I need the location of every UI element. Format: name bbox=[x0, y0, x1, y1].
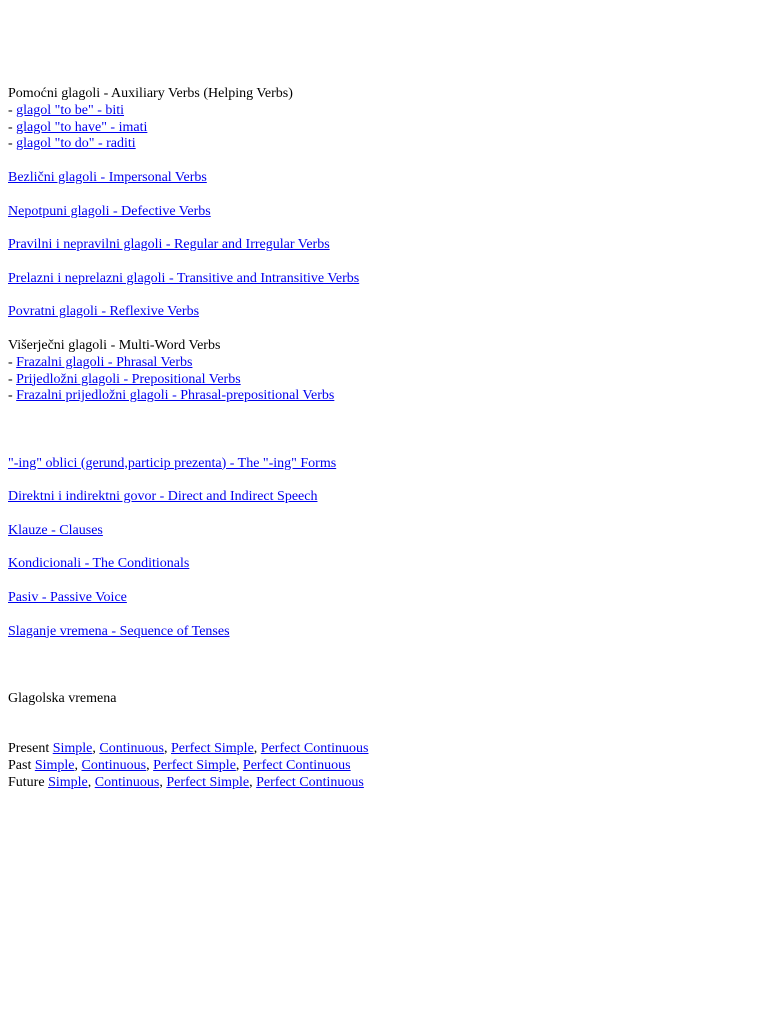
link-direct-indirect-speech[interactable]: Direktni i indirektni govor - Direct and Indirect Speech bbox=[8, 489, 318, 505]
link-to-be[interactable]: glagol "to be" - biti bbox=[16, 102, 125, 118]
link-phrasal-verbs[interactable]: Frazalni glagoli - Phrasal Verbs bbox=[16, 354, 193, 370]
auxiliary-item bbox=[8, 136, 748, 153]
link-past-perfect-continuous[interactable]: Perfect Continuous bbox=[242, 757, 351, 773]
link-prepositional-verbs[interactable]: Prijedložni glagoli - Prepositional Verbs bbox=[16, 371, 241, 387]
link-future-perfect-continuous[interactable]: Perfect Continuous bbox=[256, 774, 364, 790]
link-impersonal-verbs[interactable]: Bezlični glagoli - Impersonal Verbs bbox=[8, 169, 207, 185]
multiword-heading: Višerječni glagoli - Multi-Word Verbs bbox=[8, 337, 221, 353]
link-regular-irregular-verbs[interactable]: Pravilni i nepravilni glagoli - Regular and Irregular Verbs bbox=[8, 237, 330, 253]
link-present-simple[interactable]: Simple bbox=[52, 741, 93, 757]
list-dash: - bbox=[8, 388, 17, 404]
link-reflexive-verbs[interactable]: Povratni glagoli - Reflexive Verbs bbox=[8, 304, 200, 320]
link-ing-forms[interactable]: "-ing" oblici (gerund,particip prezenta) - The "-ing" Forms bbox=[8, 455, 337, 471]
list-dash: - bbox=[8, 119, 17, 135]
tense-row-future: Future Simple, Continuous, Perfect Simple, Perfect Continuous bbox=[8, 774, 364, 790]
link-future-perfect-simple[interactable]: Perfect Simple bbox=[166, 774, 250, 790]
link-defective-verbs[interactable]: Nepotpuni glagoli - Defective Verbs bbox=[8, 203, 211, 219]
link-past-simple[interactable]: Simple bbox=[34, 757, 75, 773]
tense-row-past: Past Simple, Continuous, Perfect Simple, Perfect Continuous bbox=[8, 757, 351, 773]
link-present-perfect-continuous[interactable]: Perfect Continuous bbox=[260, 741, 369, 757]
link-past-perfect-simple[interactable]: Perfect Simple bbox=[153, 757, 236, 773]
list-dash: - bbox=[8, 136, 17, 152]
link-sequence-of-tenses[interactable]: Slaganje vremena - Sequence of Tenses bbox=[8, 623, 230, 639]
list-dash: - bbox=[8, 371, 17, 387]
content-body bbox=[8, 86, 748, 791]
list-dash: - bbox=[8, 354, 17, 370]
link-past-continuous[interactable]: Continuous bbox=[81, 757, 147, 773]
tense-row-present: Present Simple, Continuous, Perfect Simple, Perfect Continuous bbox=[8, 741, 369, 757]
link-future-continuous[interactable]: Continuous bbox=[94, 774, 160, 790]
link-passive-voice[interactable]: Pasiv - Passive Voice bbox=[8, 589, 127, 605]
link-present-continuous[interactable]: Continuous bbox=[99, 741, 164, 757]
tense-label: Future bbox=[8, 774, 49, 790]
auxiliary-item bbox=[8, 103, 748, 120]
link-phrasal-prepositional-verbs[interactable]: Frazalni prijedložni glagoli - Phrasal-prepositional Verbs bbox=[16, 388, 335, 404]
link-clauses[interactable]: Klauze - Clauses bbox=[8, 522, 103, 538]
auxiliary-item bbox=[8, 120, 748, 137]
link-to-do[interactable]: glagol "to do" - raditi bbox=[16, 136, 136, 152]
tense-label: Present bbox=[8, 741, 53, 757]
multiword-item bbox=[8, 355, 748, 372]
link-future-simple[interactable]: Simple bbox=[48, 774, 88, 790]
list-dash: - bbox=[8, 102, 17, 118]
link-to-have[interactable]: glagol "to have" - imati bbox=[16, 119, 148, 135]
link-transitive-intransitive-verbs[interactable]: Prelazni i neprelazni glagoli - Transitive and Intransitive Verbs bbox=[8, 270, 360, 286]
auxiliary-heading: Pomoćni glagoli - Auxiliary Verbs (Helping Verbs) bbox=[8, 86, 293, 101]
link-present-perfect-simple[interactable]: Perfect Simple bbox=[170, 741, 254, 757]
tense-label: Past bbox=[8, 757, 35, 773]
tenses-heading: Glagolska vremena bbox=[8, 690, 117, 706]
multiword-item bbox=[8, 372, 748, 389]
multiword-item bbox=[8, 388, 748, 405]
link-conditionals[interactable]: Kondicionali - The Conditionals bbox=[8, 556, 190, 572]
